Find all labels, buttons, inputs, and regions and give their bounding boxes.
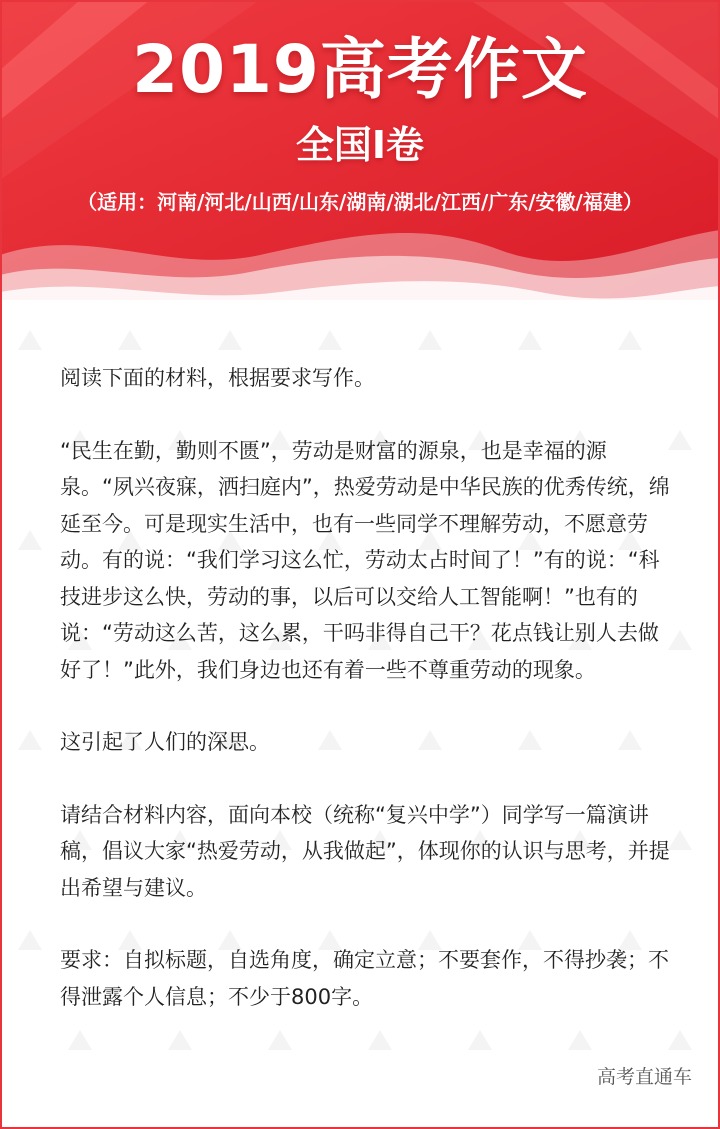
requirements-paragraph: 要求：自拟标题，自选角度，确定立意；不要套作，不得抄袭；不得泄露个人信息；不少于800字。 (60, 948, 669, 1009)
source-watermark: 高考直通车 (596, 1066, 692, 1088)
task-paragraph: 请结合材料内容，面向本校（统称“复兴中学”）同学写一篇演讲稿，倡议大家“热爱劳动，从我做起”，体现你的认识与思考，并提出希望与建议。 (60, 802, 670, 900)
exam-paper-subtitle: 全国Ⅰ卷 (295, 123, 425, 167)
essay-prompt-body (60, 360, 672, 1051)
material-paragraph: “民生在勤，勤则不匮”，劳动是财富的源泉，也是幸福的源泉。“夙兴夜寐，洒扫庭内”，热爱劳动是中华民族的优秀传统，绵延至今。可是现实生活中，也有一些同学不理解劳动，不愿意劳动。有的说：“我们学习这么忙，劳动太占时间了！”有的说：“科技进步这么快，劳动的事，以后可以交给人工智能啊！”也有的说：“劳动这么苦，这么累，干吗非得自己干？花点钱让别人去做好了！”此外，我们身边也还有着一些不尊重劳动的现象。 (60, 438, 670, 682)
applicable-provinces: （适用：河南/河北/山西/山东/湖南/湖北/江西/广东/安徽/福建） (77, 190, 643, 214)
reflection-paragraph: 这引起了人们的深思。 (60, 730, 270, 754)
header-banner (0, 0, 720, 340)
page-title: 2019高考作文 (132, 31, 588, 108)
instruction-paragraph: 阅读下面的材料，根据要求写作。 (60, 366, 375, 390)
